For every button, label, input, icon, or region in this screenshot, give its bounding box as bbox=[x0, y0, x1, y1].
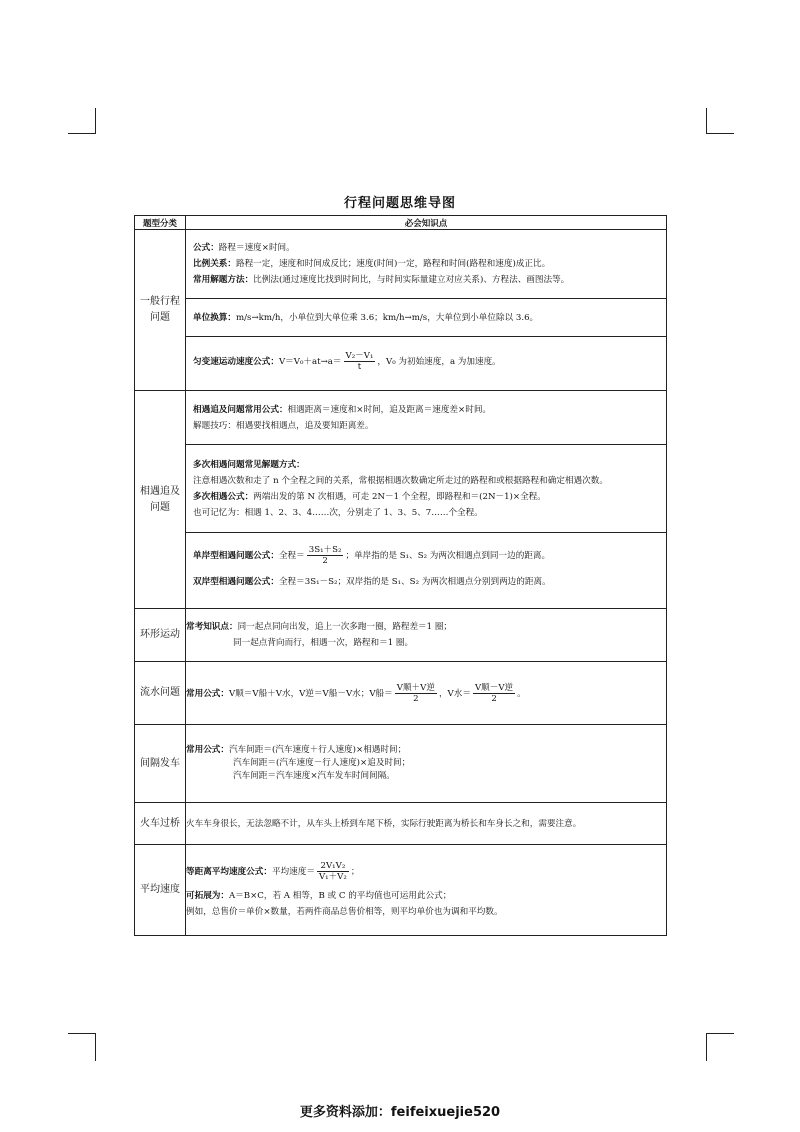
page-title: 行程问题思维导图 bbox=[343, 196, 456, 211]
row-circular bbox=[135, 609, 667, 662]
flow-content: 常用公式：V顺＝V船＋V水，V逆＝V船－V水；V船＝ $\frac{\text{V顺＋V逆}}{2}$ ，V水＝ $\frac{\text{V顺－V逆}}{2}$ 。 bbox=[186, 662, 667, 725]
average-content: 等距离平均速度公式：平均速度＝ $\frac{\text{2V₁V₂}}{\text{V₁＋V₂}}$ ； 可拓展为：A＝B×C，若 A 相等，B 或 C 的平均值也可运用此公式； 例如，总售价＝单价×数量，若两件商品总售价相等，则平均单价也为调和平均数。 bbox=[186, 845, 667, 936]
row-flow bbox=[135, 662, 667, 725]
crop-mark-bottom-left bbox=[68, 1033, 96, 1061]
footer-contact: 更多资料添加：feifeixuejie520 bbox=[299, 1105, 501, 1120]
general-basics: 公式：路程＝速度×时间。 比例关系：路程一定，速度和时间成反比；速度(时间)一定，路程和时间(路程和速度)成正比。 常用解题方法：比例法(通过速度比找到时间比，与时间实际量建立对应关系)、方程法、画图法等。 bbox=[193, 243, 570, 285]
row-train bbox=[135, 803, 667, 845]
crop-mark-bottom-right bbox=[706, 1033, 734, 1061]
category-general: 一般行程问题 bbox=[135, 230, 186, 391]
mind-map-table bbox=[134, 215, 667, 936]
row-interval bbox=[135, 725, 667, 803]
row-average bbox=[135, 845, 667, 936]
general-unit-conversion: 单位换算：m/s→km/h，小单位到大单位乘 3.6；km/h→m/s，大单位到小单位除以 3.6。 bbox=[186, 298, 666, 336]
fraction: $\frac{\text{V顺＋V逆}}{2}$ bbox=[396, 682, 435, 704]
header-knowledge: 必会知识点 bbox=[186, 216, 667, 230]
train-content: 火车车身很长，无法忽略不计，从车头上桥到车尾下桥，实际行驶距离为桥长和车身长之和，需要注意。 bbox=[186, 803, 667, 845]
category-average: 平均速度 bbox=[135, 845, 186, 936]
meeting-multiple: 多次相遇问题常见解题方式： 注意相遇次数和走了 n 个全程之间的关系，常根据相遇次数确定所走过的路程和或根据路程和确定相遇次数。 多次相遇公式：两端出发的第 N 次相遇，可走 2N－1 个全程，即路程和＝(2N－1)×全程。 也可记忆为：相遇 1、2、3、4……次，分别走了 1、3、5、7……个全程。 bbox=[186, 444, 666, 532]
category-flow: 流水问题 bbox=[135, 662, 186, 725]
category-train: 火车过桥 bbox=[135, 803, 186, 845]
fraction: $\frac{\text{3S₁＋S₂}}{2}$ bbox=[308, 545, 342, 566]
fraction: $\frac{\text{2V₁V₂}}{\text{V₁＋V₂}}$ bbox=[318, 860, 347, 882]
interval-content: 常用公式：汽车间距＝(汽车速度＋行人速度)×相遇时间； 汽车间距＝(汽车速度－行人速度)×追及时间； 汽车间距＝汽车速度×汽车发车时间间隔。 bbox=[186, 725, 667, 803]
fraction: $\frac{\text{V顺－V逆}}{2}$ bbox=[474, 682, 514, 704]
meeting-shore: 单岸型相遇问题公式：全程＝ $\frac{\text{3S₁＋S₂}}{2}$ ；单岸指的是 S₁、S₂ 为两次相遇点到同一边的距离。 双岸型相遇问题公式：全程＝3S₁－S₂；双岸指的是 S₁、S₂ 为两次相遇点分别到两边的距离。 bbox=[186, 532, 666, 608]
header-category: 题型分类 bbox=[135, 216, 186, 230]
table-header-row bbox=[135, 216, 667, 230]
row-general bbox=[135, 230, 667, 391]
general-acceleration: 匀变速运动速度公式：V＝V₀＋at→a＝ $\frac{\text{V₂－V₁}}{t}$ ，V₀ 为初始速度，a 为加速度。 bbox=[186, 336, 666, 390]
category-meeting: 相遇追及问题 bbox=[135, 391, 186, 609]
crop-mark-top-left bbox=[68, 108, 96, 134]
category-circular: 环形运动 bbox=[135, 609, 186, 662]
row-meeting bbox=[135, 391, 667, 609]
meeting-common: 相遇追及问题常用公式：相遇距离＝速度和×时间，追及距离＝速度差×时间。 解题技巧：相遇要找相遇点，追及要知距离差。 bbox=[193, 405, 492, 431]
category-interval: 间隔发车 bbox=[135, 725, 186, 803]
circular-content: 常考知识点：同一起点同向出发，追上一次多跑一圈，路程差＝1 圈； 同一起点背向而行，相遇一次，路程和＝1 圈。 bbox=[186, 609, 667, 662]
fraction: $\frac{\text{V₂－V₁}}{t}$ bbox=[345, 351, 374, 372]
crop-mark-top-right bbox=[706, 108, 734, 134]
